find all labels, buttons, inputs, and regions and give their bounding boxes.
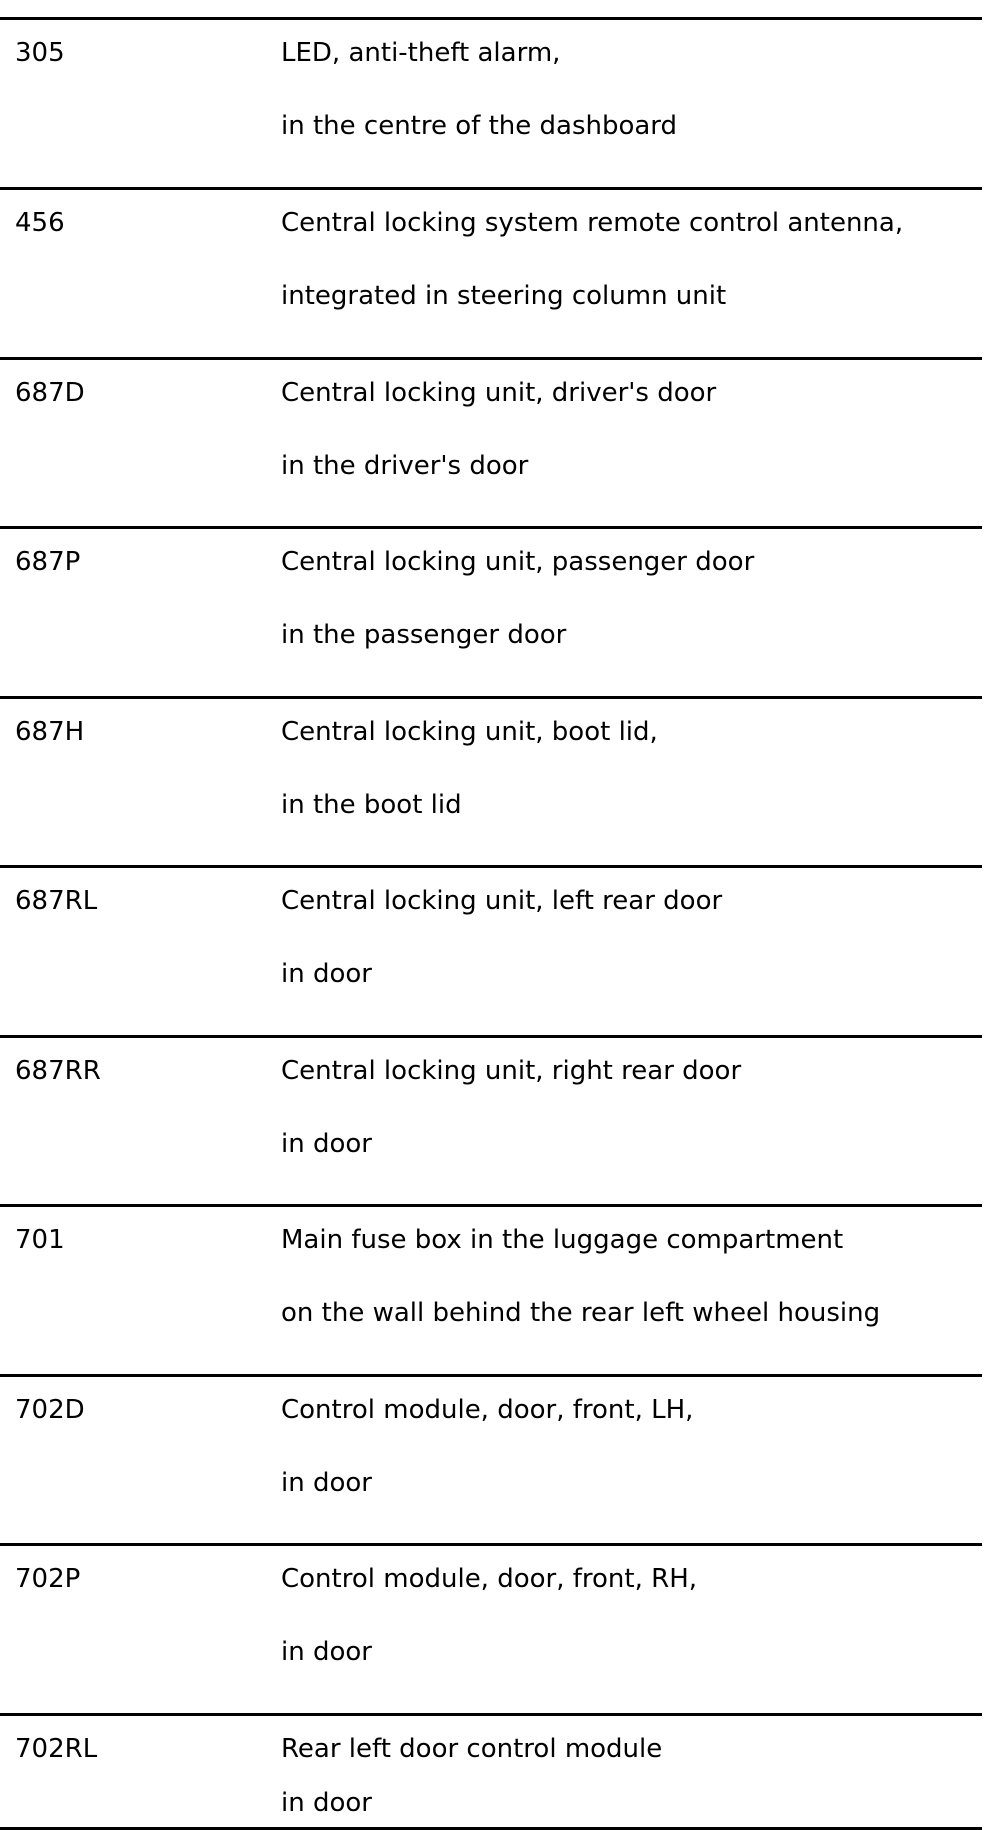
component-code: 687D	[15, 378, 85, 408]
component-location: in the centre of the dashboard	[281, 111, 678, 141]
component-location: on the wall behind the rear left wheel housing	[281, 1298, 881, 1328]
component-location: in the boot lid	[281, 790, 462, 820]
table-row	[0, 1204, 982, 1374]
component-name: Central locking unit, passenger door	[281, 547, 755, 577]
table-row	[0, 357, 982, 526]
table-row	[0, 1374, 982, 1543]
component-location: integrated in steering column unit	[281, 281, 727, 311]
component-name: Control module, door, front, LH,	[281, 1395, 694, 1425]
component-code: 701	[15, 1225, 65, 1255]
component-location: in door	[281, 1637, 372, 1667]
component-code: 702RL	[15, 1734, 98, 1764]
component-name: Control module, door, front, RH,	[281, 1564, 698, 1594]
table-row	[0, 865, 982, 1035]
component-name: Central locking unit, left rear door	[281, 886, 723, 916]
component-code: 687RL	[15, 886, 98, 916]
table-row	[0, 187, 982, 357]
table-row	[0, 1035, 982, 1204]
component-name: Central locking unit, boot lid,	[281, 717, 658, 747]
component-name: LED, anti-theft alarm,	[281, 38, 561, 68]
component-location: in door	[281, 1129, 372, 1159]
component-code: 702D	[15, 1395, 85, 1425]
table-row	[0, 696, 982, 865]
table-row	[0, 526, 982, 696]
table-row	[0, 17, 982, 187]
component-code: 687H	[15, 717, 85, 747]
component-table	[0, 17, 982, 1830]
component-name: Main fuse box in the luggage compartment	[281, 1225, 844, 1255]
table-row	[0, 1713, 982, 1830]
component-name: Central locking unit, driver's door	[281, 378, 717, 408]
component-location: in door	[281, 1468, 372, 1498]
component-code: 687RR	[15, 1056, 101, 1086]
component-code: 305	[15, 38, 65, 68]
component-code: 702P	[15, 1564, 81, 1594]
component-name: Central locking system remote control antenna,	[281, 208, 904, 238]
component-location: in the passenger door	[281, 620, 567, 650]
component-location: in the driver's door	[281, 451, 529, 481]
component-name: Central locking unit, right rear door	[281, 1056, 742, 1086]
component-code: 687P	[15, 547, 81, 577]
component-location: in door	[281, 1788, 372, 1818]
component-code: 456	[15, 208, 65, 238]
component-location: in door	[281, 959, 372, 989]
component-name: Rear left door control module	[281, 1734, 663, 1764]
table-row	[0, 1543, 982, 1713]
